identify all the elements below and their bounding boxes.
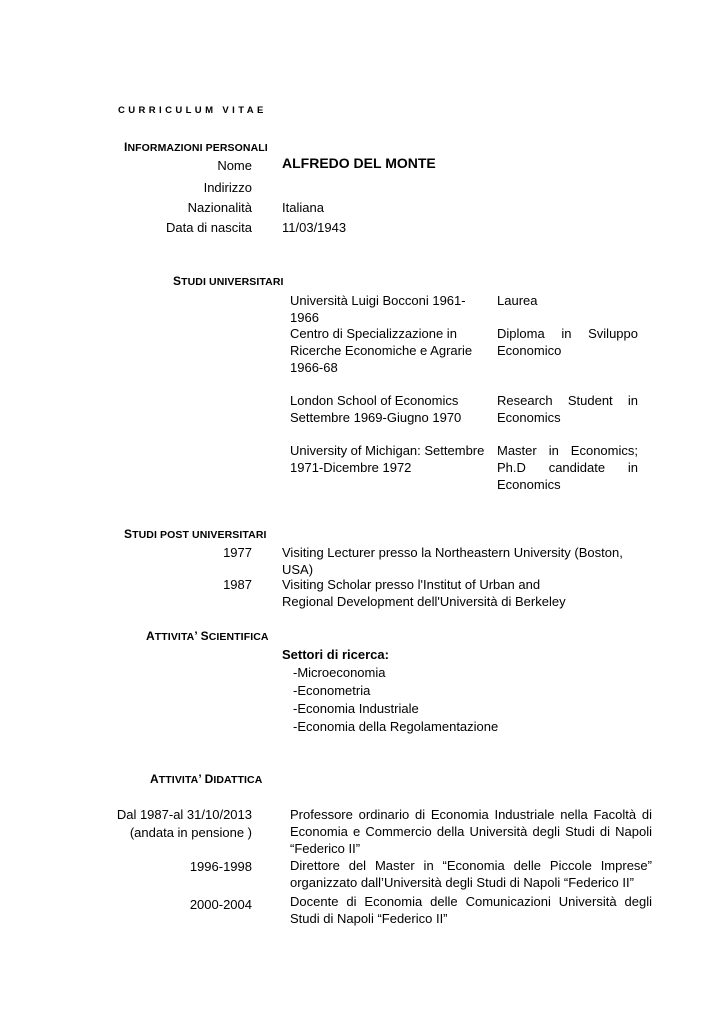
study-title: Laurea [497,293,538,308]
research-sector: -Microeconomia [293,665,386,680]
section-heading-teaching: ATTIVITA’ DIDATTICA [150,772,263,786]
section-heading-post-studies: STUDI POST UNIVERSITARI [124,527,267,541]
birth-label: Data di nascita [166,220,252,235]
section-heading-personal: INFORMAZIONI PERSONALI [124,140,268,154]
study-title: Research Student in Economics [497,393,638,425]
document-title: CURRICULUM VITAE [118,105,267,116]
study-institution: University of Michigan: Settembre 1971-Dicembre 1972 [290,443,485,475]
nationality-label: Nazionalità [187,200,252,215]
teaching-period: 2000-2004 [189,897,252,912]
study-institution: Centro di Specializzazione in Ricerche Economiche e Agrarie 1966-68 [290,326,473,375]
name-value: ALFREDO DEL MONTE [282,155,436,171]
teaching-text: Docente di Economia delle Comunicazioni Università degli Studi di Napoli “Federico II” [290,894,652,926]
study-title: Diploma in Sviluppo Economico [497,326,638,358]
nationality-value: Italiana [282,200,324,215]
study-institution: London School of Economics Settembre 1969-Giugno 1970 [290,393,462,425]
address-label: Indirizzo [203,180,252,195]
teaching-period-note: (andata in pensione ) [129,825,252,840]
post-study-year: 1987 [223,577,252,592]
research-sector: -Economia della Regolamentazione [293,719,499,734]
teaching-text: Direttore del Master in “Economia delle Piccole Imprese” organizzato dall’Università degli Studi di Napoli “Federico II” [290,858,652,890]
post-study-text: Visiting Lecturer presso la Northeastern University (Boston, USA) [282,545,623,577]
post-study-year: 1977 [223,545,252,560]
section-heading-studies: STUDI UNIVERSITARI [173,274,284,288]
teaching-period: Dal 1987-al 31/10/2013 [116,807,252,822]
section-heading-research: ATTIVITA’ SCIENTIFICA [146,629,269,643]
study-institution: Università Luigi Bocconi 1961-1966 [290,293,466,325]
research-sector: -Econometria [293,683,371,698]
research-sector: -Economia Industriale [293,701,419,716]
research-sectors-label: Settori di ricerca: [282,647,389,662]
teaching-period: 1996-1998 [189,859,252,874]
study-title: Master in Economics; Ph.D candidate in Economics [497,443,638,492]
post-study-text: Visiting Scholar presso l'Institut of Urban and Regional Development dell'Università di Berkeley [282,577,566,609]
birth-value: 11/03/1943 [282,220,347,235]
name-label: Nome [217,158,252,173]
teaching-text: Professore ordinario di Economia Industriale nella Facoltà di Economia e Commercio della Università degli Studi di Napoli “Federico II” [290,807,652,856]
